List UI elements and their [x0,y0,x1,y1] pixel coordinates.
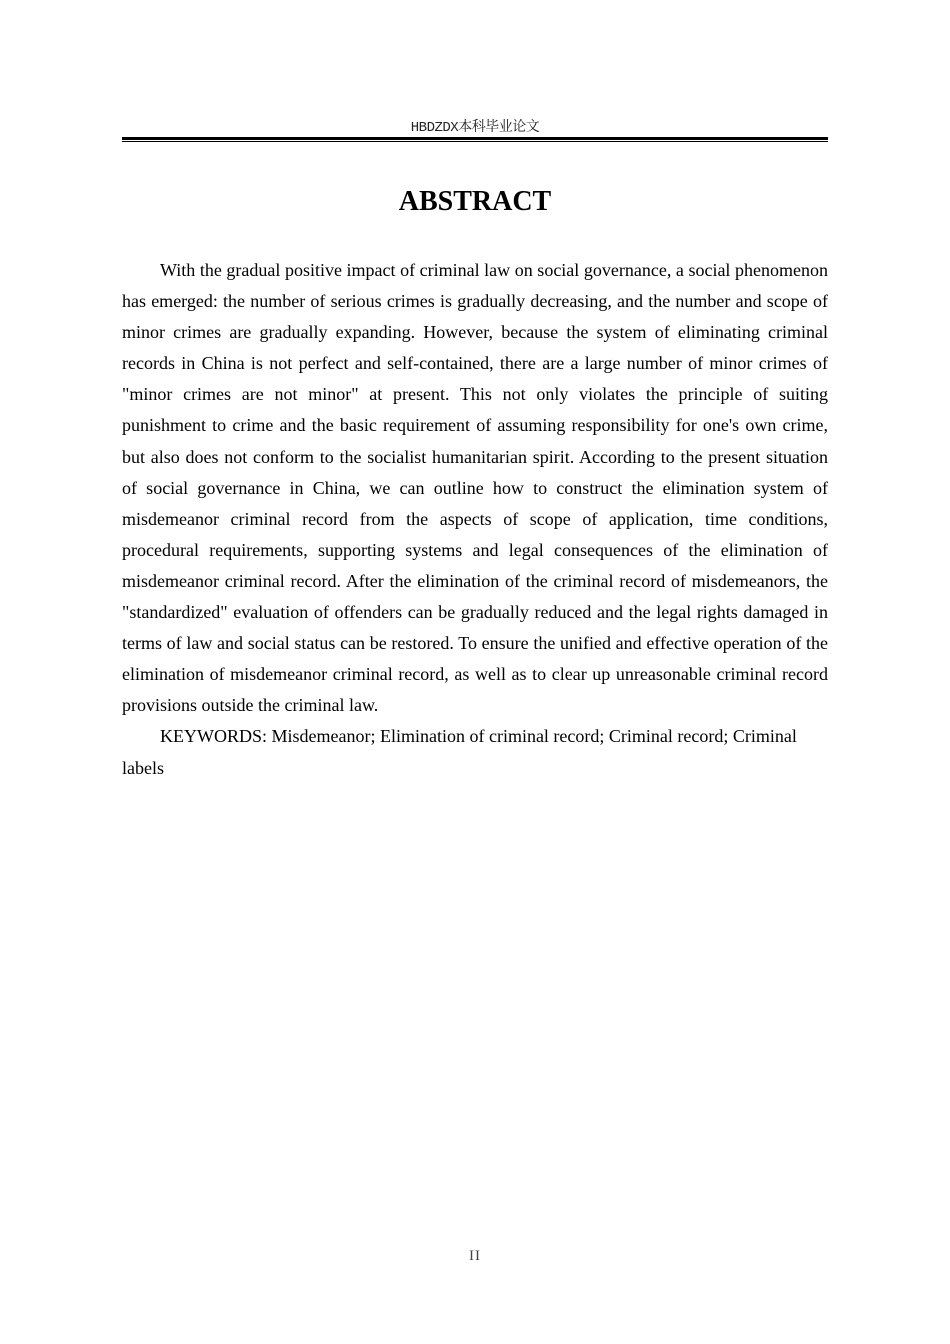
header-double-rule [122,137,828,143]
abstract-body [122,255,828,784]
keywords-line: KEYWORDS: Misdemeanor; Elimination of criminal record; Criminal record; Criminal labels [122,726,797,778]
page-title: ABSTRACT [398,186,552,217]
abstract-paragraph: With the gradual positive impact of criminal law on social governance, a social phenomenon has emerged: the number of serious crimes is gradually decreasing, and the number and scope of minor crimes are gradually expanding. However, because the system of eliminating criminal records in China is not perfect and self-contained, there are a large number of minor crimes of "minor crimes are not minor" at present. This not only violates the principle of suiting punishment to crime and the basic requirement of assuming responsibility for one's own crime, but also does not conform to the socialist humanitarian spirit. According to the present situation of social governance in China, we can outline how to construct the elimination system of misdemeanor criminal record from the aspects of scope of application, time conditions, procedural requirements, supporting systems and legal consequences of the elimination of misdemeanor criminal record. After the elimination of the criminal record of misdemeanors, the "standardized" evaluation of offenders can be gradually reduced and the legal rights damaged in terms of law and social status can be restored. To ensure the unified and effective operation of the elimination of misdemeanor criminal record, as well as to clear up unreasonable criminal record provisions outside the criminal law. [122,260,828,716]
running-header: HBDZDX本科毕业论文 [410,120,540,136]
page-number: II [469,1248,481,1264]
